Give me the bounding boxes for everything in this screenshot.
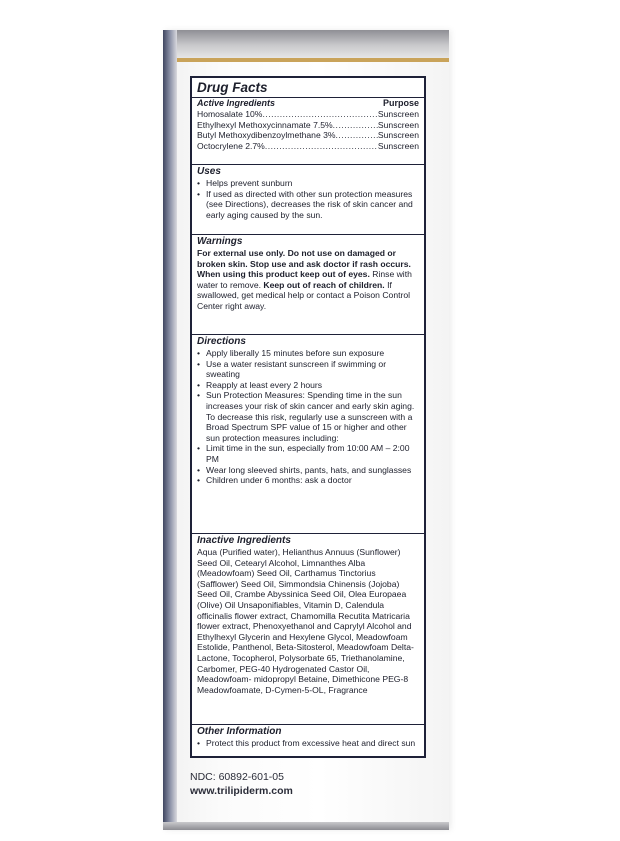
inactive-ingredients-text: Aqua (Purified water), Helianthus Annuus (Sunflower) Seed Oil, Cetearyl Alcohol, Limnanthes Alba (Meadowfoam) Seed Oil, Carthamus Tinctorius (Safflower) Seed Oil, Simmondsia Chinensis (Jojoba) Seed Oil, Crambe Abyssinica Seed Oil, Olea Europaea (Olive) Oil Unsaponifiables, Vitamin D, Calendula officinalis flower extract, Chamomilla Recutita Matricaria flower extract, Phenoxyethanol and Caprylyl Alcohol and Ethylhexyl Glycerin and Hexylene Glycol, Meadowfoam Estolide, Panthenol, Beta-Sitosterol, Meadowfoam Delta-Lactone, Tocopherol, Polysorbate 65, Triethanolamine, Carbomer, PEG-40 Hydrogenated Castor Oil, Meadowfoam- midopropyl Betaine, Dimethicone PEG-8 Meadowfoamate, D-Cymen-5-OL, Fragrance <box>197 547 414 695</box>
list-item: • Limit time in the sun, especially from 10:00 AM – 2:00 PM <box>206 443 419 464</box>
drug-facts-panel <box>190 76 426 758</box>
warnings-bold-text: For external use only. Do not use on damaged or broken skin. Stop use and ask doctor if rash occurs. When using this product keep out of eyes. <box>197 248 411 280</box>
leader-dots <box>262 109 377 120</box>
leader-dots <box>333 120 378 131</box>
inactive-ingredients-section <box>192 533 424 695</box>
ingredient-name: Butyl Methoxydibenzoylmethane 3% <box>197 130 336 141</box>
website-url: www.trilipiderm.com <box>190 785 293 797</box>
ingredient-name: Octocrylene 2.7% <box>197 140 265 151</box>
box-gold-strip <box>163 58 449 62</box>
warnings-section <box>192 234 424 312</box>
list-item: • Sun Protection Measures: Spending time in the sun increases your risk of skin cancer and early skin aging. To decrease this risk, regularly use a sunscreen with a Broad Spectrum SPF value of 15 or higher and other sun protection measures including: <box>206 390 419 443</box>
active-ingredients-heading: Active Ingredients <box>197 98 276 108</box>
ndc-block <box>190 770 420 798</box>
other-information-heading: Other Information <box>197 726 282 737</box>
purpose-heading: Purpose <box>382 98 419 108</box>
warnings-children-text: Keep out of reach of children. <box>263 279 385 290</box>
box-top-flap <box>163 30 449 58</box>
ingredient-purpose: Sunscreen <box>377 140 419 151</box>
box-bottom-edge <box>163 822 449 830</box>
list-item: • Wear long sleeved shirts, pants, hats, and sunglasses <box>206 465 419 476</box>
leader-dots <box>336 130 378 141</box>
inactive-ingredients-heading: Inactive Ingredients <box>197 535 291 546</box>
other-information-section <box>192 724 424 749</box>
ingredient-purpose: Sunscreen <box>377 130 419 141</box>
ingredient-purpose: Sunscreen <box>377 119 419 130</box>
list-item: • Use a water resistant sunscreen if swimming or sweating <box>206 359 419 380</box>
active-ingredients-header <box>192 98 424 109</box>
list-item: • Helps prevent sunburn <box>206 178 419 189</box>
ingredient-name: Homosalate 10% <box>197 109 263 119</box>
warnings-rinse-text: Rinse with water to remove. <box>197 269 412 290</box>
leader-dots <box>265 141 378 152</box>
list-item: • Protect this product from excessive heat and direct sun <box>206 738 419 749</box>
uses-section <box>192 164 424 220</box>
uses-list <box>192 178 424 220</box>
active-ingredient-row <box>192 120 424 131</box>
list-item: • Children under 6 months: ask a doctor <box>206 475 419 486</box>
warnings-heading: Warnings <box>197 236 243 247</box>
active-ingredient-row <box>192 109 424 120</box>
list-item: • Reapply at least every 2 hours <box>206 380 419 391</box>
drug-facts-title: Drug Facts <box>192 78 424 98</box>
ndc-number: NDC: 60892-601-05 <box>190 771 284 783</box>
warnings-text <box>192 248 424 312</box>
directions-section <box>192 334 424 486</box>
active-ingredient-row <box>192 141 424 152</box>
directions-list <box>192 348 424 486</box>
box-side-edge <box>163 30 177 830</box>
warnings-swallow-text: If swallowed, get medical help or contact a Poison Control Center right away. <box>197 279 411 311</box>
ingredient-name: Ethylhexyl Methoxycinnamate 7.5% <box>197 119 333 130</box>
list-item: • If used as directed with other sun protection measures (see Directions), decreases the risk of skin cancer and early aging caused by the sun. <box>206 189 419 221</box>
directions-heading: Directions <box>197 336 246 347</box>
uses-heading: Uses <box>197 166 221 177</box>
ingredient-purpose: Sunscreen <box>377 109 419 119</box>
other-information-list <box>192 738 424 749</box>
active-ingredients-section <box>192 78 424 151</box>
list-item: • Apply liberally 15 minutes before sun exposure <box>206 348 419 359</box>
active-ingredient-row <box>192 130 424 141</box>
